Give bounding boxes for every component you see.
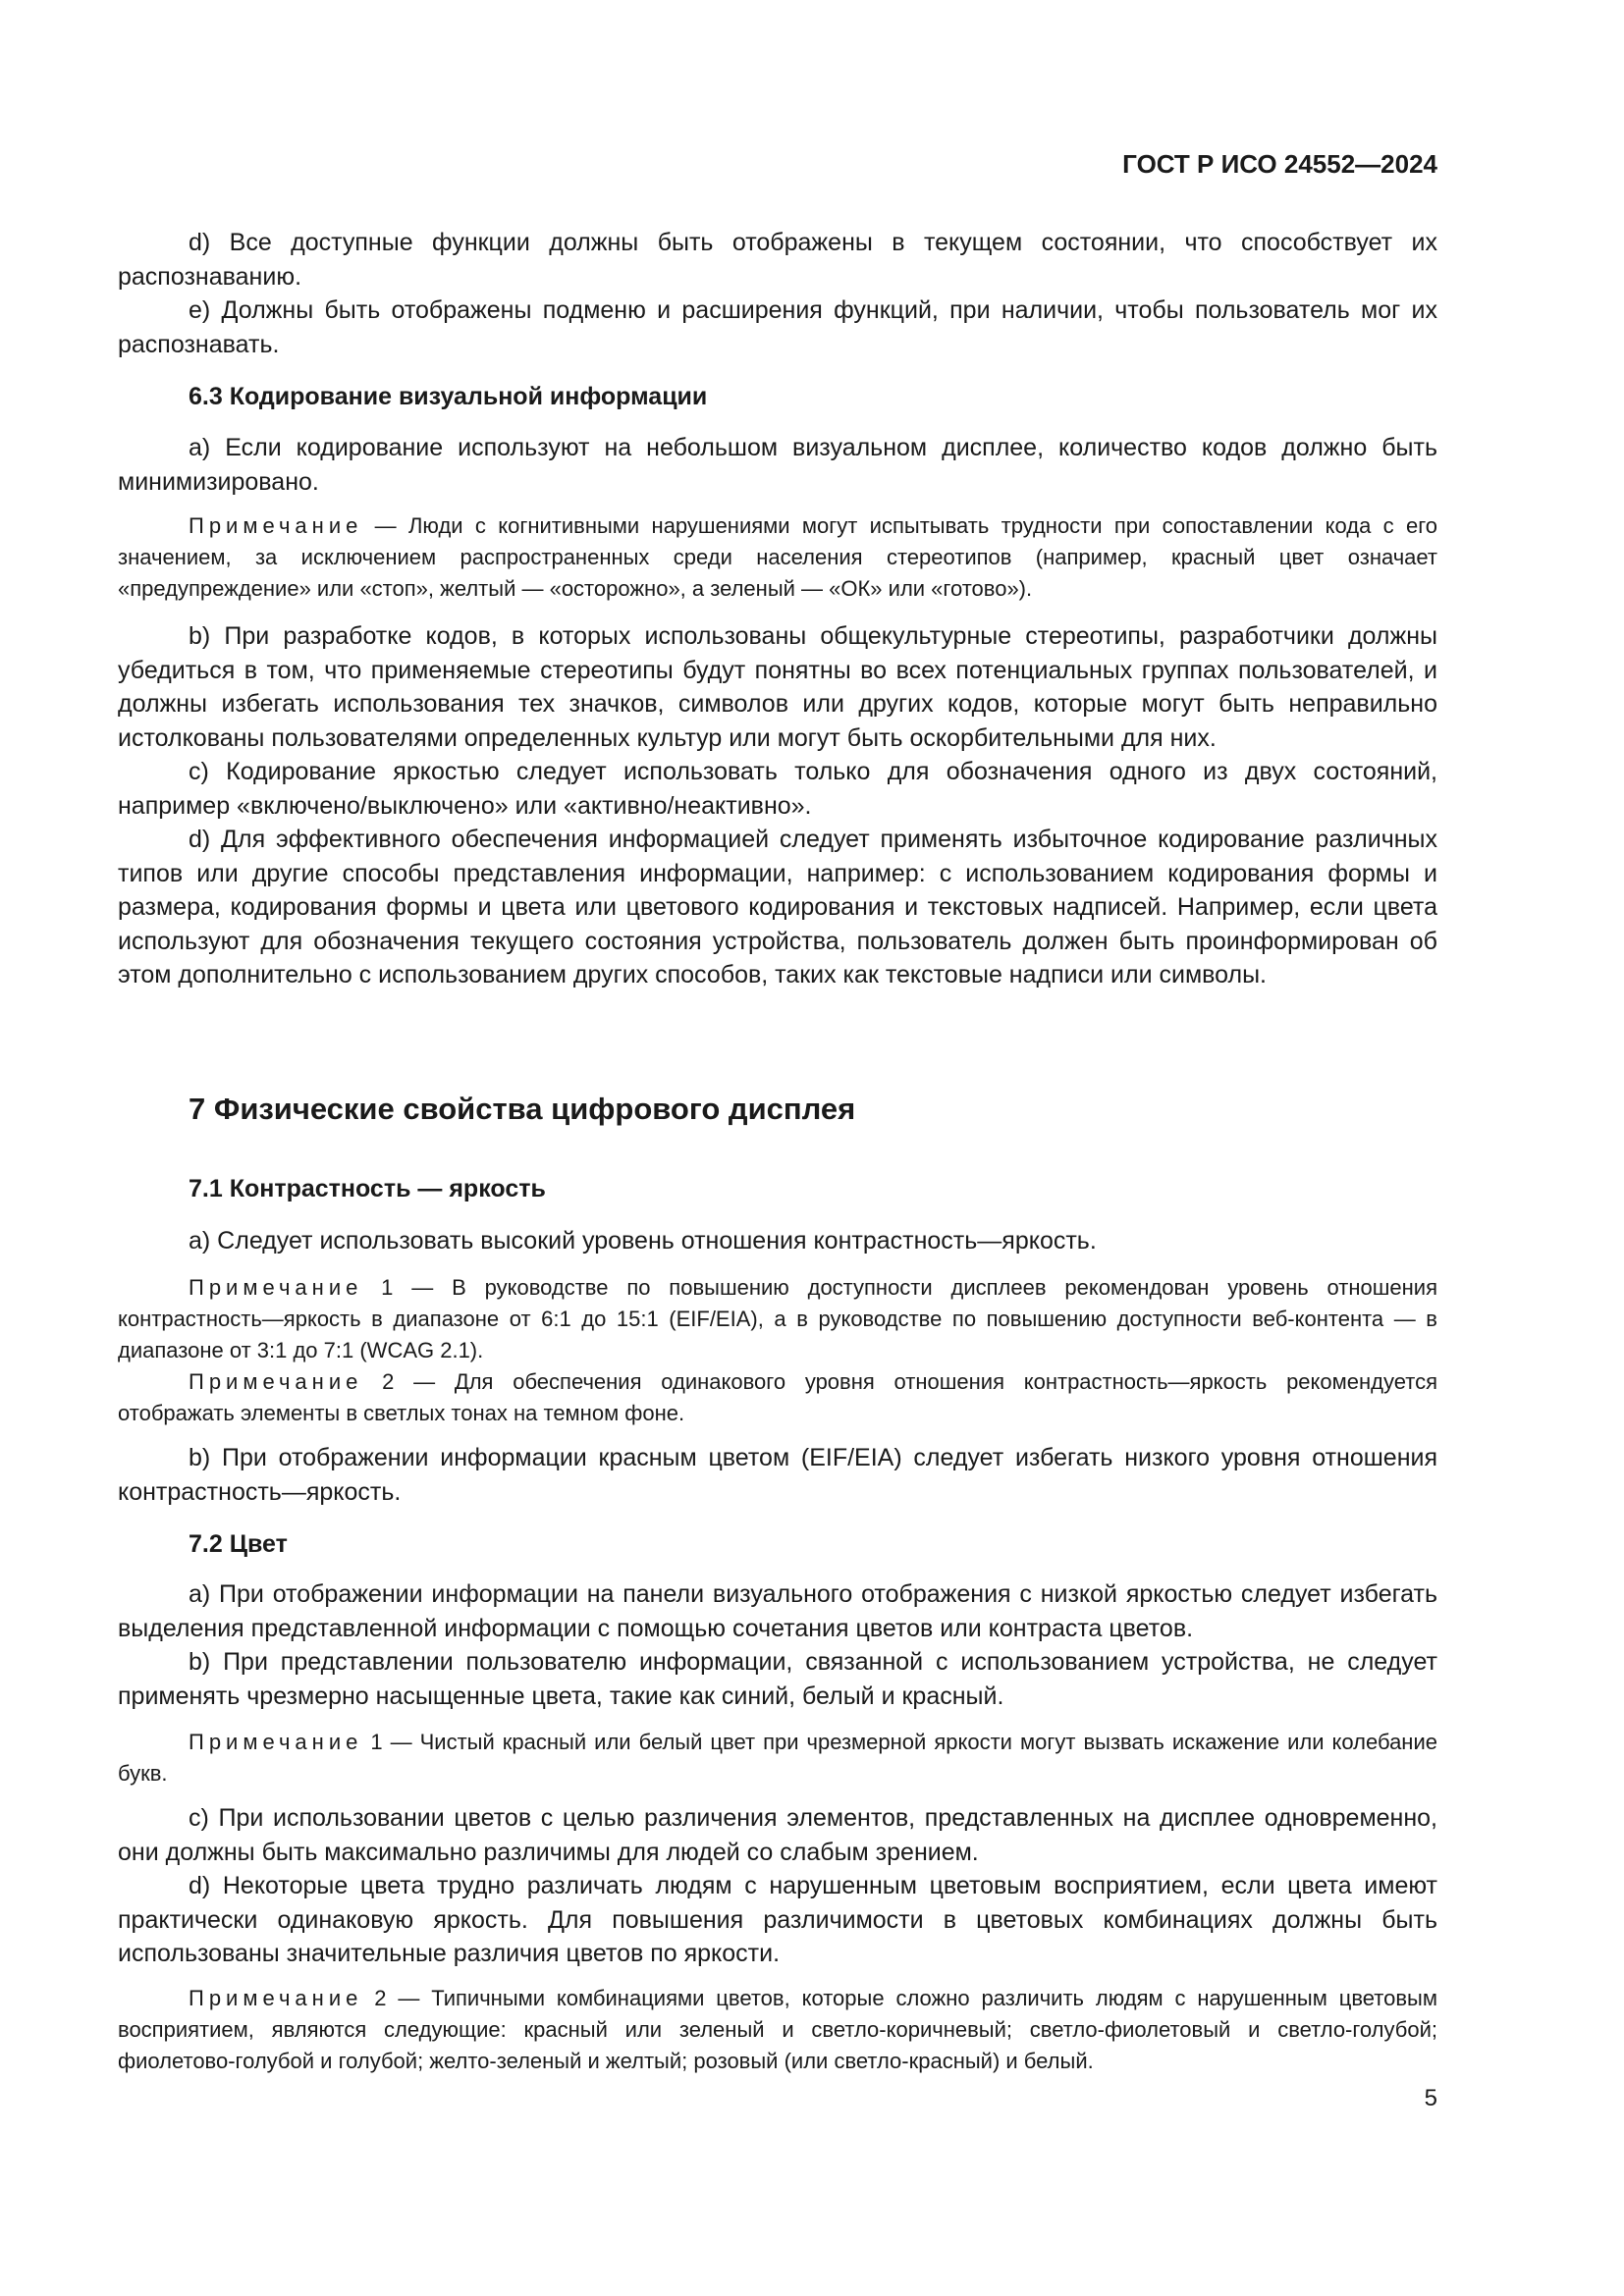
paragraph-d: d) Все доступные функции должны быть отображены в текущем состоянии, что способствует их распознаванию. xyxy=(118,229,1437,291)
paragraph-c: c) При использовании цветов с целью различения элементов, представленных на дисплее одновременно, они должны быть максимально различимы для людей со слабым зрением. xyxy=(118,1804,1437,1866)
paragraph-d: d) Для эффективного обеспечения информацией следует применять избыточное кодирование различных типов или другие способы представления информации, например: с использованием кодирования формы и размера, кодирования формы и цвета или цветового кодирования и текстовых надписей. Например, если цвета используют для обозначения текущего состояния устройства, пользователь должен быть проинформирован об этом дополнительно с использованием других способов, таких как текстовые надписи или символы. xyxy=(118,826,1437,988)
note-label: Примечание xyxy=(189,1275,363,1300)
note-2 xyxy=(118,1366,1437,1429)
paragraph-a: a) Если кодирование используют на небольшом визуальном дисплее, количество кодов должно быть минимизировано. xyxy=(118,434,1437,496)
document-header: ГОСТ Р ИСО 24552—2024 xyxy=(1122,149,1437,179)
note-text: 1 — В руководстве по повышению доступности дисплеев рекомендован уровень отношения контрастность—яркость в диапазоне от 6:1 до 15:1 (EIF/EIA), а в руководстве по повышению доступности веб-контента — в диапазоне от 3:1 до 7:1 (WCAG 2.1). xyxy=(118,1275,1437,1362)
paragraph-d: d) Некоторые цвета трудно различать людям с нарушенным цветовым восприятием, если цвета имеют практически одинаковую яркость. Для повышения различимости в цветовых комбинациях должны быть использованы значительные различия цветов по яркости. xyxy=(118,1872,1437,1967)
note-label: Примечание xyxy=(189,1730,363,1754)
paragraph-c: c) Кодирование яркостью следует использовать только для обозначения одного из двух состояний, например «включено/выключено» или «активно/неактивно». xyxy=(118,758,1437,820)
paragraph-a: a) Следует использовать высокий уровень отношения контрастность—яркость. xyxy=(189,1227,1097,1255)
paragraph-e: e) Должны быть отображены подменю и расширения функций, при наличии, чтобы пользователь мог их распознавать. xyxy=(118,296,1437,358)
section-6-2-items xyxy=(118,226,1437,361)
heading-7: 7 Физические свойства цифрового дисплея xyxy=(189,1092,856,1126)
note-label: Примечание xyxy=(189,1986,363,2010)
note-label: Примечание xyxy=(189,1369,363,1394)
heading-7-2: 7.2 Цвет xyxy=(189,1530,288,1558)
note-text: 2 — Для обеспечения одинакового уровня отношения контрастность—яркость рекомендуется отображать элементы в светлых тонах на темном фоне. xyxy=(118,1369,1437,1425)
note-text: 1 — Чистый красный или белый цвет при чрезмерной яркости могут вызвать искажение или колебание букв. xyxy=(118,1730,1437,1786)
note-text: 2 — Типичными комбинациями цветов, которые сложно различить людям с нарушенным цветовым восприятием, являются следующие: красный или зеленый и светло-коричневый; светло-фиолетовый и светло-голубой; фиолетово-голубой и голубой; желто-зеленый и желтый; розовый (или светло-красный) и белый. xyxy=(118,1986,1437,2073)
note-2 xyxy=(118,1983,1437,2077)
note-label: Примечание xyxy=(189,513,363,538)
note-text: — Люди с когнитивными нарушениями могут испытывать трудности при сопоставлении кода с его значением, за исключением распространенных среди населения стереотипов (например, красный цвет означает «предупреждение» или «стоп», желтый — «осторожно», а зеленый — «ОК» или «готово»). xyxy=(118,513,1437,601)
heading-6-3: 6.3 Кодирование визуальной информации xyxy=(189,383,708,410)
heading-7-1: 7.1 Контрастность — яркость xyxy=(189,1175,546,1202)
paragraph-b: b) При отображении информации красным цветом (EIF/EIA) следует избегать низкого уровня отношения контрастность—яркость. xyxy=(118,1444,1437,1506)
note-1 xyxy=(118,1272,1437,1366)
note xyxy=(118,510,1437,605)
paragraph-b: b) При представлении пользователю информации, связанной с использованием устройства, не следует применять чрезмерно насыщенные цвета, такие как синий, белый и красный. xyxy=(118,1648,1437,1710)
paragraph-b: b) При разработке кодов, в которых использованы общекультурные стереотипы, разработчики должны убедиться в том, что применяемые стереотипы будут понятны во всех потенциальных группах пользователей, и должны избегать использования тех значков, символов или других кодов, которые могут быть неправильно истолкованы пользователями определенных культур или могут быть оскорбительными для них. xyxy=(118,622,1437,752)
note-1 xyxy=(118,1727,1437,1789)
page-number: 5 xyxy=(1424,2085,1437,2111)
paragraph-a: a) При отображении информации на панели визуального отображения с низкой яркостью следует избегать выделения представленной информации с помощью сочетания цветов или контраста цветов. xyxy=(118,1580,1437,1642)
